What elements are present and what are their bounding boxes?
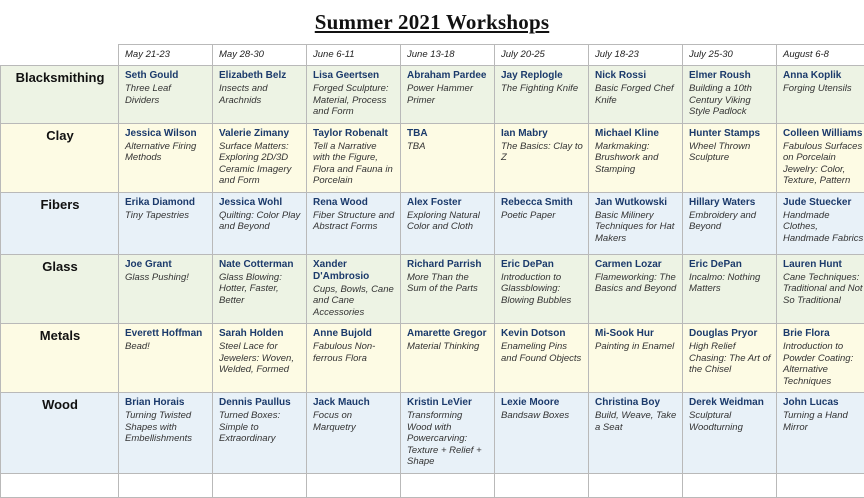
workshop-cell	[495, 192, 589, 254]
workshop-title: Basic Forged Chef Knife	[595, 83, 677, 106]
instructor-name: Lisa Geertsen	[313, 70, 395, 82]
table-row	[1, 192, 864, 254]
instructor-name: Lauren Hunt	[783, 259, 864, 271]
workshop-cell	[119, 123, 213, 192]
workshop-title: Fabulous Surfaces on Porcelain Jewelry: Color, Texture, Pattern	[783, 141, 864, 187]
workshop-title: Cane Techniques: Traditional and Not So Traditional	[783, 272, 864, 307]
workshop-title: Cups, Bowls, Cane and Cane Accessories	[313, 284, 395, 319]
workshop-cell	[213, 66, 307, 124]
instructor-name: Jessica Wilson	[125, 128, 207, 140]
workshop-cell	[777, 123, 864, 192]
instructor-name: Elmer Roush	[689, 70, 771, 82]
instructor-name: Douglas Pryor	[689, 328, 771, 340]
workshop-cell	[307, 123, 401, 192]
workshop-cell	[683, 192, 777, 254]
instructor-name: Eric DePan	[689, 259, 771, 271]
workshop-cell	[307, 66, 401, 124]
empty-cell	[589, 473, 683, 497]
workshop-cell	[401, 254, 495, 324]
workshop-title: Forged Sculpture: Material, Process and Form	[313, 83, 395, 118]
workshop-title: Poetic Paper	[501, 210, 583, 222]
instructor-name: Eric DePan	[501, 259, 583, 271]
instructor-name: Nick Rossi	[595, 70, 677, 82]
workshop-cell	[119, 254, 213, 324]
instructor-name: Jay Replogle	[501, 70, 583, 82]
instructor-name: Erika Diamond	[125, 197, 207, 209]
workshop-title: Enameling Pins and Found Objects	[501, 341, 583, 364]
instructor-name: Alex Foster	[407, 197, 489, 209]
workshop-title: Bandsaw Boxes	[501, 410, 583, 422]
workshop-title: The Fighting Knife	[501, 83, 583, 95]
workshop-cell	[777, 192, 864, 254]
workshop-title: Focus on Marquetry	[313, 410, 395, 433]
instructor-name: Christina Boy	[595, 397, 677, 409]
workshop-title: Glass Pushing!	[125, 272, 207, 284]
instructor-name: Ian Mabry	[501, 128, 583, 140]
workshop-cell	[683, 393, 777, 474]
instructor-name: Everett Hoffman	[125, 328, 207, 340]
row-header-blacksmithing: Blacksmithing	[1, 66, 119, 124]
workshop-title: Turning Twisted Shapes with Embellishments	[125, 410, 207, 445]
workshop-title: Flameworking: The Basics and Beyond	[595, 272, 677, 295]
workshop-cell	[213, 123, 307, 192]
table-row	[1, 393, 864, 474]
workshop-cell	[401, 393, 495, 474]
instructor-name: Anne Bujold	[313, 328, 395, 340]
workshop-cell	[495, 324, 589, 393]
column-header-date: August 6-8	[777, 45, 864, 66]
workshop-title: Transforming Wood with Powercarving: Texture + Relief + Shape	[407, 410, 489, 468]
workshop-title: Building a 10th Century Viking Style Padlock	[689, 83, 771, 118]
column-header-date: May 28-30	[213, 45, 307, 66]
workshop-title: Handmade Clothes, Handmade Fabrics	[783, 210, 864, 245]
workshop-cell	[401, 324, 495, 393]
workshop-cell	[495, 254, 589, 324]
instructor-name: Joe Grant	[125, 259, 207, 271]
workshop-title: TBA	[407, 141, 489, 153]
workshop-cell	[213, 324, 307, 393]
instructor-name: Dennis Paullus	[219, 397, 301, 409]
table-row	[1, 123, 864, 192]
workshop-cell	[307, 324, 401, 393]
workshop-title: Bead!	[125, 341, 207, 353]
workshop-title: The Basics: Clay to Z	[501, 141, 583, 164]
instructor-name: Derek Weidman	[689, 397, 771, 409]
column-header-date: May 21-23	[119, 45, 213, 66]
row-header-clay: Clay	[1, 123, 119, 192]
instructor-name: Colleen Williams	[783, 128, 864, 140]
workshop-title: Basic Milinery Techniques for Hat Makers	[595, 210, 677, 245]
workshop-title: Three Leaf Dividers	[125, 83, 207, 106]
workshop-title: Fabulous Non-ferrous Flora	[313, 341, 395, 364]
workshop-cell	[119, 393, 213, 474]
workshop-cell	[495, 123, 589, 192]
workshop-cell	[683, 254, 777, 324]
instructor-name: Carmen Lozar	[595, 259, 677, 271]
workshop-cell	[401, 192, 495, 254]
workshop-cell	[589, 324, 683, 393]
workshop-title: Glass Blowing: Hotter, Faster, Better	[219, 272, 301, 307]
workshop-title: Build, Weave, Take a Seat	[595, 410, 677, 433]
instructor-name: Seth Gould	[125, 70, 207, 82]
column-header-date: July 18-23	[589, 45, 683, 66]
instructor-name: Elizabeth Belz	[219, 70, 301, 82]
instructor-name: Valerie Zimany	[219, 128, 301, 140]
instructor-name: John Lucas	[783, 397, 864, 409]
workshop-cell	[777, 254, 864, 324]
instructor-name: Brian Horais	[125, 397, 207, 409]
workshop-title: Turned Boxes: Simple to Extraordinary	[219, 410, 301, 445]
instructor-name: Brie Flora	[783, 328, 864, 340]
row-header-fibers: Fibers	[1, 192, 119, 254]
workshop-cell	[589, 192, 683, 254]
instructor-name: Xander D'Ambrosio	[313, 259, 395, 283]
workshop-cell	[213, 393, 307, 474]
empty-cell	[307, 473, 401, 497]
workshop-cell	[589, 393, 683, 474]
instructor-name: Anna Koplik	[783, 70, 864, 82]
workshop-cell	[401, 123, 495, 192]
workshop-cell	[307, 254, 401, 324]
workshop-cell	[777, 324, 864, 393]
instructor-name: Hunter Stamps	[689, 128, 771, 140]
workshop-title: Exploring Natural Color and Cloth	[407, 210, 489, 233]
workshop-title: Turning a Hand Mirror	[783, 410, 864, 433]
row-header-metals: Metals	[1, 324, 119, 393]
workshop-title: Sculptural Woodturning	[689, 410, 771, 433]
instructor-name: Jan Wutkowski	[595, 197, 677, 209]
workshop-title: Embroidery and Beyond	[689, 210, 771, 233]
table-body	[1, 66, 864, 498]
instructor-name: Mi-Sook Hur	[595, 328, 677, 340]
row-header-glass: Glass	[1, 254, 119, 324]
workshop-title: Markmaking: Brushwork and Stamping	[595, 141, 677, 176]
table-row	[1, 324, 864, 393]
workshop-title: Fiber Structure and Abstract Forms	[313, 210, 395, 233]
workshop-cell	[589, 123, 683, 192]
table-row	[1, 66, 864, 124]
instructor-name: Amarette Gregor	[407, 328, 489, 340]
workshop-title: Surface Matters: Exploring 2D/3D Ceramic Imagery and Form	[219, 141, 301, 187]
workshop-title: Wheel Thrown Sculpture	[689, 141, 771, 164]
workshop-title: High Relief Chasing: The Art of the Chisel	[689, 341, 771, 376]
instructor-name: Lexie Moore	[501, 397, 583, 409]
workshop-cell	[683, 123, 777, 192]
workshop-title: Forging Utensils	[783, 83, 864, 95]
empty-cell	[1, 473, 119, 497]
workshop-title: Introduction to Glassblowing: Blowing Bubbles	[501, 272, 583, 307]
workshop-cell	[119, 66, 213, 124]
empty-cell	[213, 473, 307, 497]
header-corner	[1, 45, 119, 66]
workshop-title: Insects and Arachnids	[219, 83, 301, 106]
column-header-date: June 6-11	[307, 45, 401, 66]
empty-cell	[777, 473, 864, 497]
workshop-cell	[777, 393, 864, 474]
workshop-cell	[307, 192, 401, 254]
instructor-name: Richard Parrish	[407, 259, 489, 271]
column-header-date: July 20-25	[495, 45, 589, 66]
table-row-empty	[1, 473, 864, 497]
title-container	[0, 0, 864, 44]
workshop-title: Incalmo: Nothing Matters	[689, 272, 771, 295]
workshop-title: Tell a Narrative with the Figure, Flora and Fauna in Porcelain	[313, 141, 395, 187]
workshop-cell	[213, 192, 307, 254]
workshop-cell	[307, 393, 401, 474]
header-row	[1, 45, 864, 66]
workshop-cell	[213, 254, 307, 324]
instructor-name: Jessica Wohl	[219, 197, 301, 209]
instructor-name: Abraham Pardee	[407, 70, 489, 82]
instructor-name: Jack Mauch	[313, 397, 395, 409]
workshop-title: Painting in Enamel	[595, 341, 677, 353]
workshop-title: Tiny Tapestries	[125, 210, 207, 222]
instructor-name: Jude Stuecker	[783, 197, 864, 209]
workshop-cell	[401, 66, 495, 124]
workshop-title: Power Hammer Primer	[407, 83, 489, 106]
workshop-title: Alternative Firing Methods	[125, 141, 207, 164]
instructor-name: TBA	[407, 128, 489, 140]
instructor-name: Sarah Holden	[219, 328, 301, 340]
instructor-name: Hillary Waters	[689, 197, 771, 209]
workshop-cell	[495, 393, 589, 474]
column-header-date: July 25-30	[683, 45, 777, 66]
empty-cell	[683, 473, 777, 497]
empty-cell	[495, 473, 589, 497]
instructor-name: Rena Wood	[313, 197, 395, 209]
instructor-name: Kevin Dotson	[501, 328, 583, 340]
page-title: Summer 2021 Workshops	[315, 10, 549, 35]
workshop-cell	[683, 66, 777, 124]
column-header-date: June 13-18	[401, 45, 495, 66]
instructor-name: Taylor Robenalt	[313, 128, 395, 140]
workshop-cell	[589, 66, 683, 124]
row-header-wood: Wood	[1, 393, 119, 474]
workshop-title: Material Thinking	[407, 341, 489, 353]
workshop-cell	[119, 324, 213, 393]
workshop-cell	[589, 254, 683, 324]
instructor-name: Michael Kline	[595, 128, 677, 140]
table-header	[1, 45, 864, 66]
workshop-title: Steel Lace for Jewelers: Woven, Welded, Formed	[219, 341, 301, 376]
workshop-title: Quilting: Color Play and Beyond	[219, 210, 301, 233]
table-row	[1, 254, 864, 324]
empty-cell	[119, 473, 213, 497]
workshop-cell	[683, 324, 777, 393]
schedule-table	[0, 44, 864, 498]
empty-cell	[401, 473, 495, 497]
workshop-title: Introduction to Powder Coating: Alternative Techniques	[783, 341, 864, 387]
workshop-title: More Than the Sum of the Parts	[407, 272, 489, 295]
workshop-cell	[777, 66, 864, 124]
workshop-cell	[119, 192, 213, 254]
instructor-name: Nate Cotterman	[219, 259, 301, 271]
instructor-name: Kristin LeVier	[407, 397, 489, 409]
instructor-name: Rebecca Smith	[501, 197, 583, 209]
workshop-cell	[495, 66, 589, 124]
